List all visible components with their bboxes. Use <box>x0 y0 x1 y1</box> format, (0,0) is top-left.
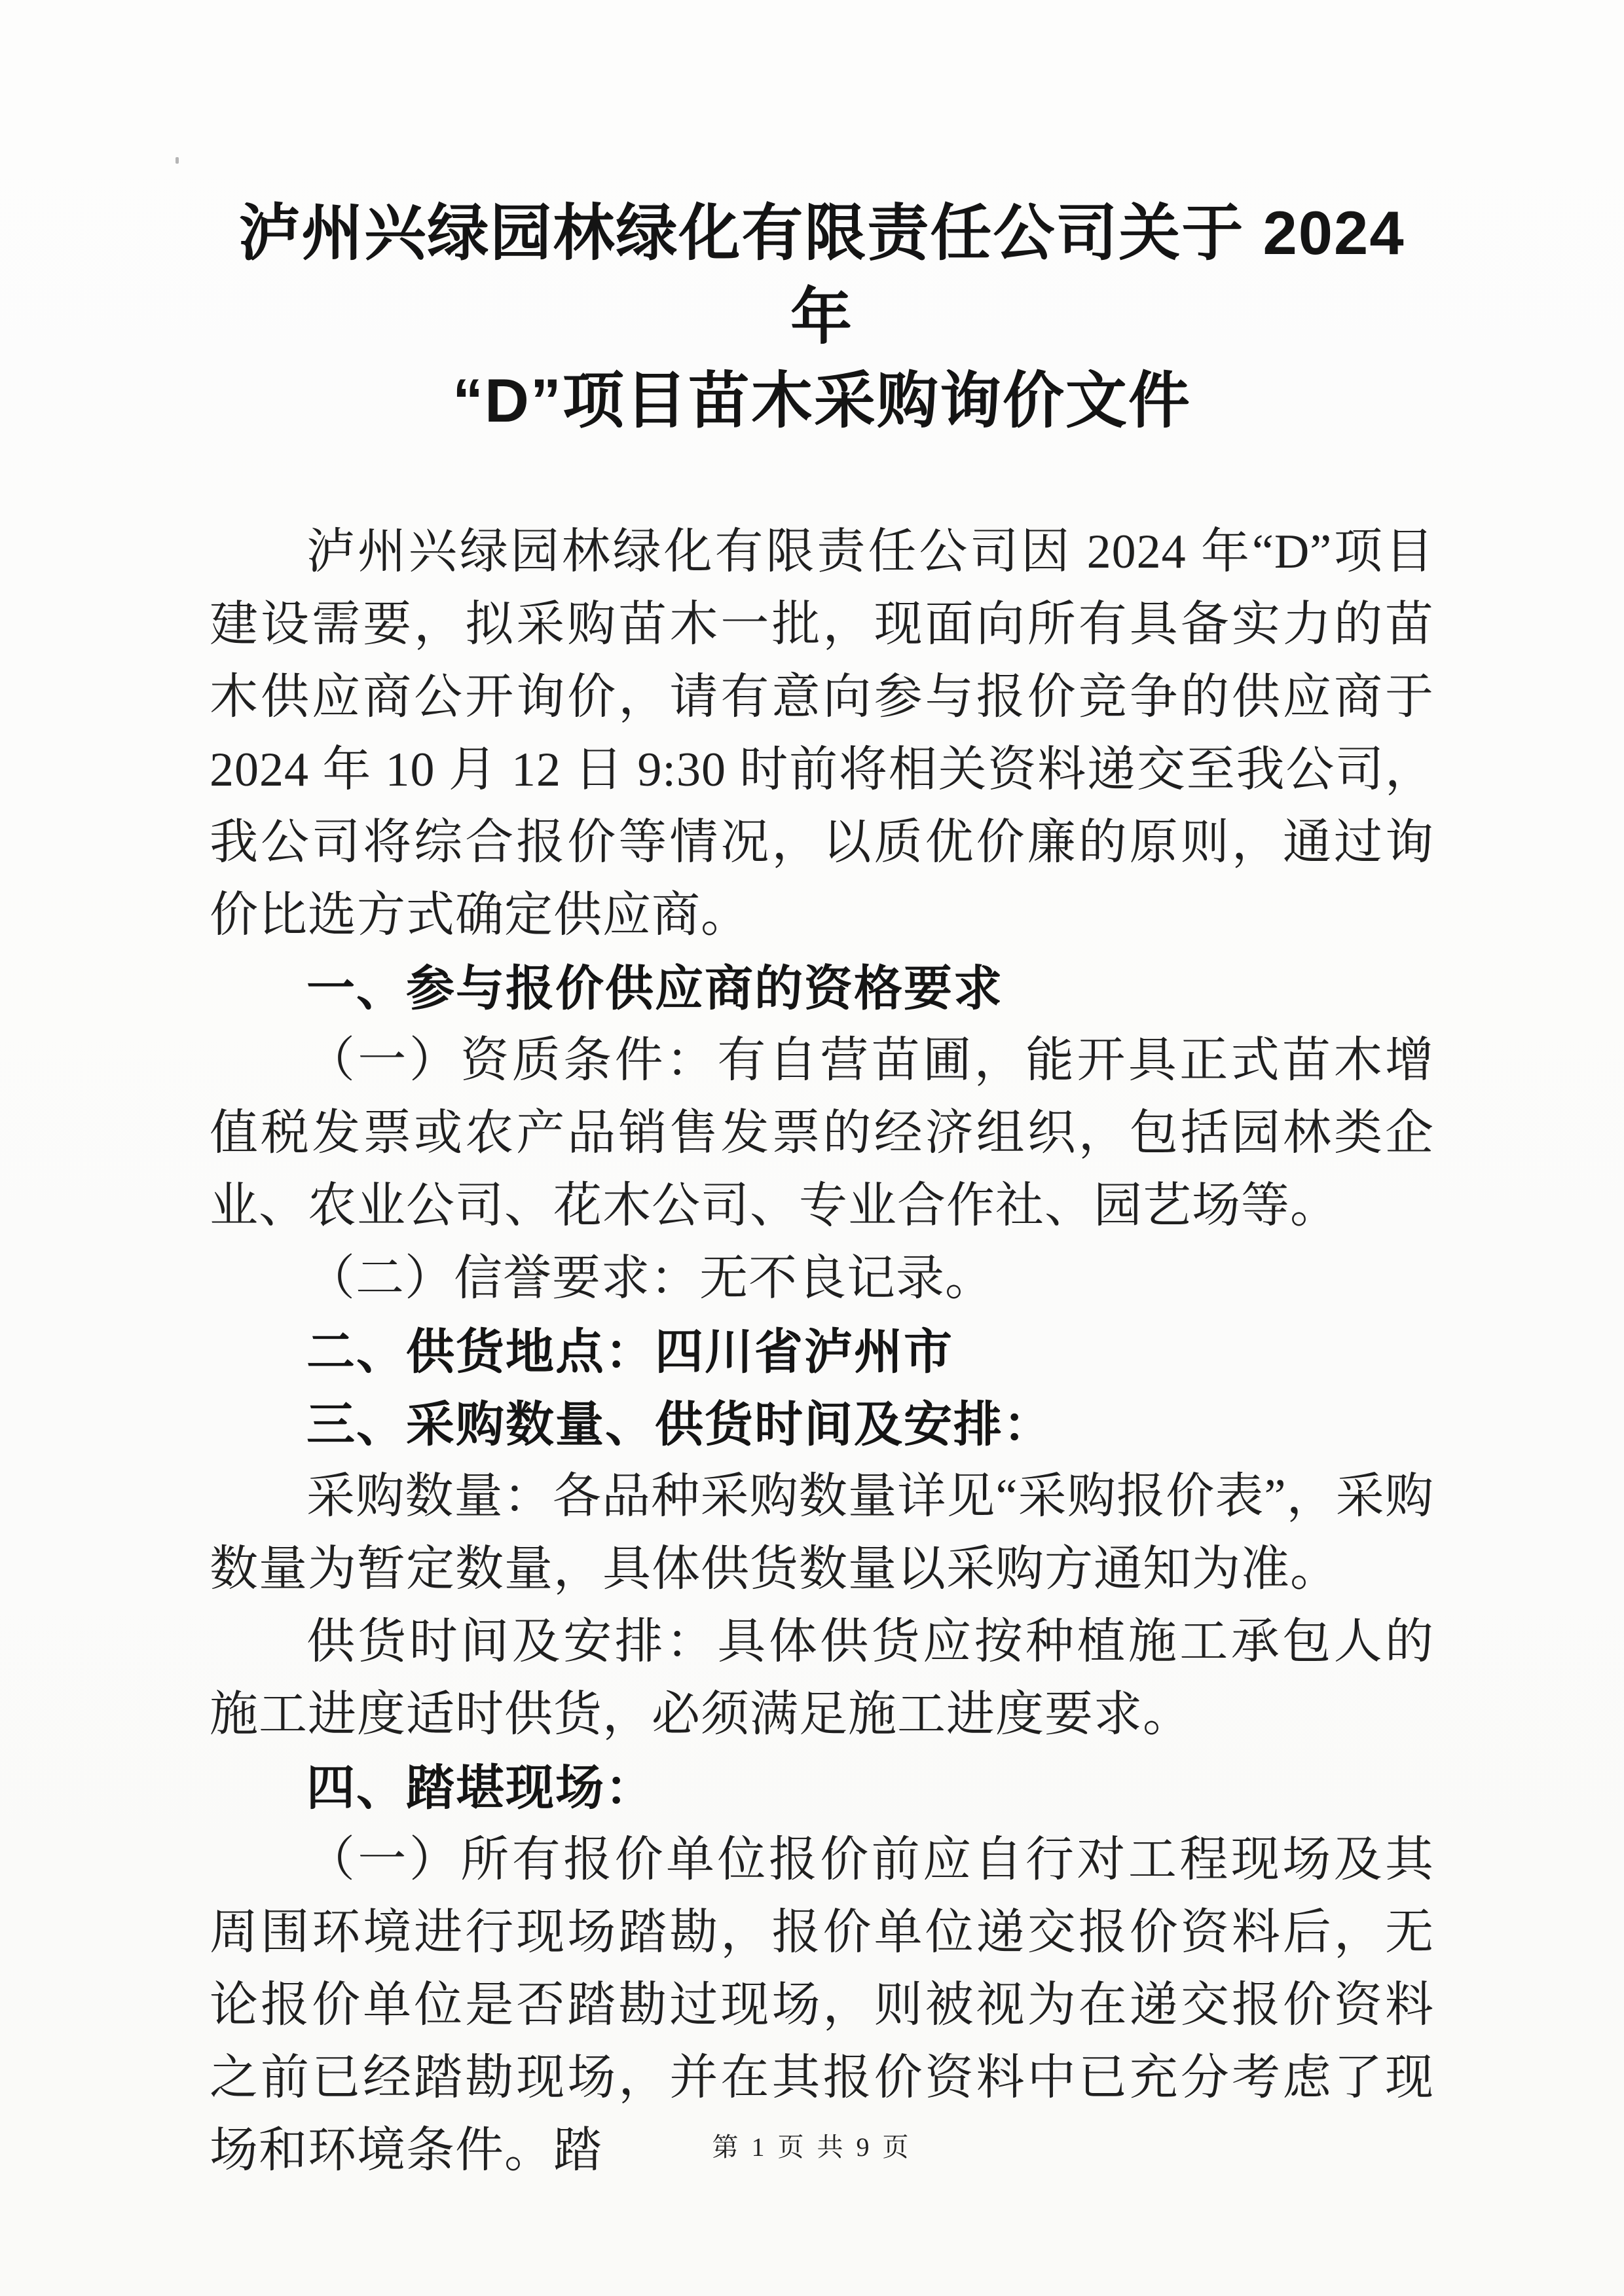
section-heading-3: 三、采购数量、供货时间及安排： <box>306 1397 1053 1451</box>
section-heading-4: 四、踏堪现场： <box>306 1760 655 1815</box>
credit-paragraph: （二）信誉要求：无不良记录。 <box>306 1252 994 1305</box>
qualification-paragraph: （一）资质条件：有自营苗圃，能开具正式苗木增值税发票或农产品销售发票的经济组织，包括园林类企业、农业公司、花木公司、专业合作社、园艺场等。 <box>210 1034 1434 1233</box>
intro-paragraph: 泸州兴绿园林绿化有限责任公司因 2024 年“D”项目建设需要，拟采购苗木一批，现面向所有具备实力的苗木供应商公开询价，请有意向参与报价竞争的供应商于 2024 年 10 月 12 日 9:30 时前将相关资料递交至我公司，我公司将综合报价等情况，以质优价廉的原则，通过询价比选方式确定供应商。 <box>210 525 1434 942</box>
site-survey-paragraph: （一）所有报价单位报价前应自行对工程现场及其周围环境进行现场踏勘，报价单位递交报价资料后，无论报价单位是否踏勘过现场，则被视为在递交报价资料之前已经踏勘现场，并在其报价资料中已充分考虑了现场和环境条件。踏 <box>210 1833 1434 2178</box>
page-number: 第 1 页 共 9 页 <box>712 2132 912 2162</box>
document-body <box>210 0 1434 2187</box>
supply-time-paragraph: 供货时间及安排：具体供货应按种植施工承包人的施工进度适时供货，必须满足施工进度要求。 <box>210 1615 1434 1741</box>
section-heading-2: 二、供货地点：四川省泸州市 <box>306 1324 953 1379</box>
document-title-line2: “D”项目苗木采购询价文件 <box>452 366 1191 435</box>
purchase-quantity-paragraph: 采购数量：各品种采购数量详见“采购报价表”，采购数量为暂定数量，具体供货数量以采购方通知为准。 <box>210 1470 1434 1596</box>
document-title-line1: 泸州兴绿园林绿化有限责任公司关于 2024 年 <box>238 198 1405 351</box>
scan-speck <box>175 157 179 164</box>
section-heading-1: 一、参与报价供应商的资格要求 <box>306 961 1003 1015</box>
document-title <box>210 191 1434 443</box>
